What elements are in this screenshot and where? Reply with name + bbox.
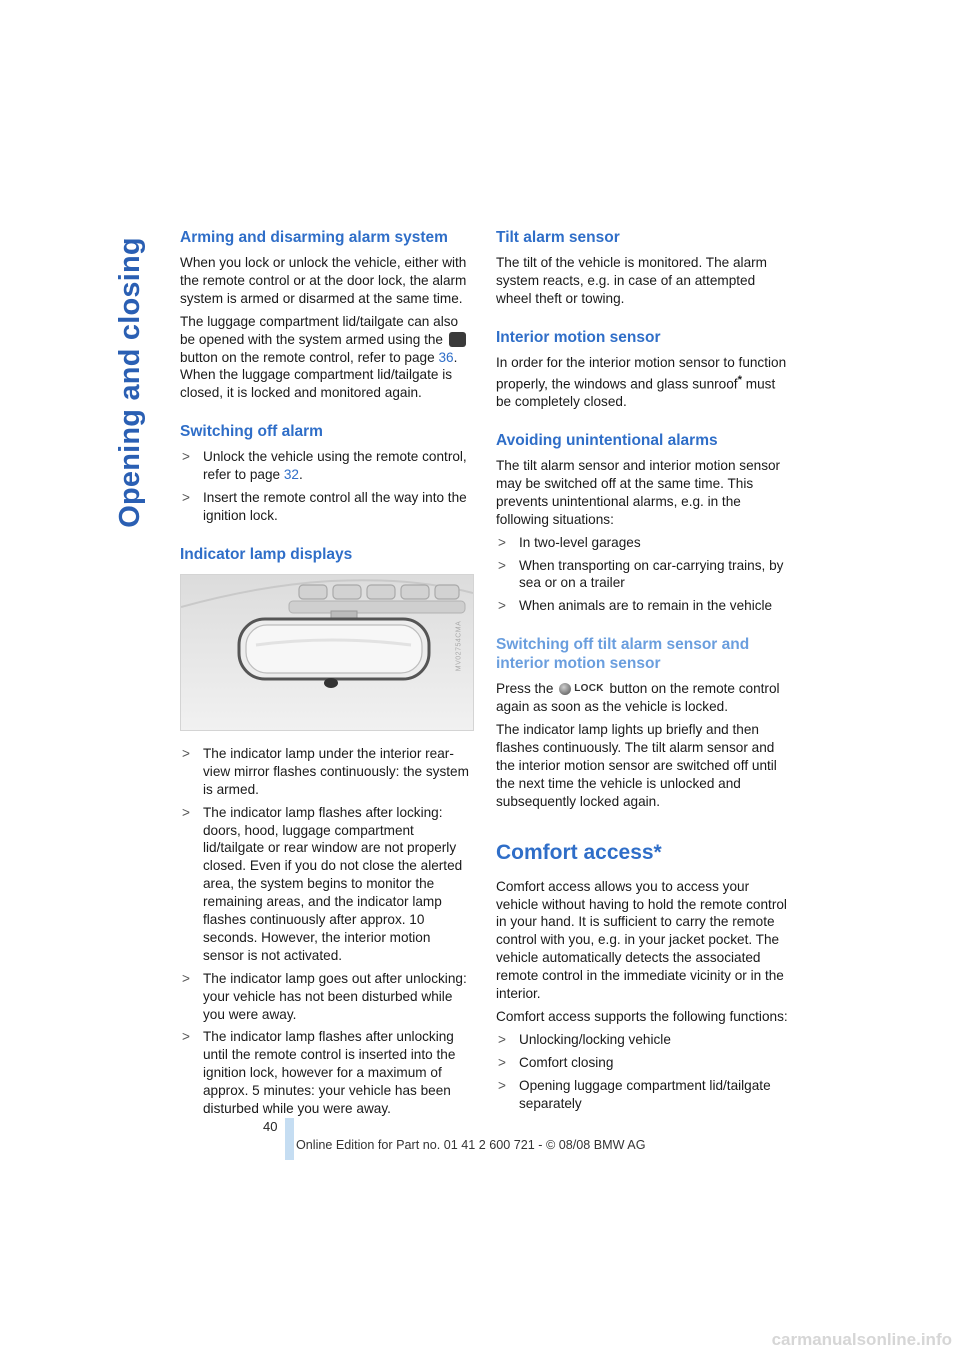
paragraph-comfort-2: Comfort access supports the following functions: bbox=[496, 1008, 788, 1024]
list-item: > When animals are to remain in the vehicle bbox=[496, 597, 790, 615]
list-item: > The indicator lamp under the interior rear-view mirror flashes continuously: the system is armed. bbox=[180, 745, 474, 799]
list-item: > Insert the remote control all the way into the ignition lock. bbox=[180, 489, 474, 525]
list-item: > Unlock the vehicle using the remote control, refer to page 32. bbox=[180, 448, 474, 484]
list-item: > The indicator lamp flashes after locking: doors, hood, luggage compartment lid/tailgate or rear window are not properly closed. Even if you do not close the alerted area, the system begins to monitor the remaining areas, and the indicator lamp flashes continuously after approx. 10 seconds. However, the interior motion sensor is not activated. bbox=[180, 804, 474, 965]
optional-equipment-star: * bbox=[737, 373, 742, 386]
paragraph-arming-2: The luggage compartment lid/tailgate can also be opened with the system armed using the button on the remote control, refer to page 36. When the luggage compartment lid/tailgate is closed, it is locked and monitored again. bbox=[180, 313, 474, 403]
heading-interior-motion: Interior motion sensor bbox=[496, 328, 661, 346]
tailgate-button-icon bbox=[449, 332, 466, 347]
rear-view-mirror-figure bbox=[180, 574, 474, 731]
paragraph-comfort-1: Comfort access allows you to access your vehicle without having to hold the remote control in your hand. It is sufficient to carry the remote control with you, e.g. in your jacket pocket. The vehicle automatically detects the associated remote control in the immediate vicinity or in the interior. bbox=[496, 878, 787, 1002]
list-item: > The indicator lamp goes out after unlocking: your vehicle has not been disturbed while you were away. bbox=[180, 970, 474, 1024]
heading-avoiding-alarms: Avoiding unintentional alarms bbox=[496, 431, 718, 449]
heading-tilt-alarm: Tilt alarm sensor bbox=[496, 229, 620, 246]
heading-comfort-access: Comfort access* bbox=[496, 840, 662, 864]
list-item: > When transporting on car-carrying trains, by sea or on a trailer bbox=[496, 557, 790, 593]
figure-code: MV02754CMA bbox=[455, 620, 463, 672]
paragraph-tilt: The tilt of the vehicle is monitored. The alarm system reacts, e.g. in case of an attempted wheel theft or towing. bbox=[496, 255, 767, 306]
edition-note: Online Edition for Part no. 01 41 2 600 721 - © 08/08 BMW AG bbox=[296, 1138, 646, 1152]
list-item: > In two-level garages bbox=[496, 534, 790, 552]
heading-arming-alarm: Arming and disarming alarm system bbox=[180, 229, 448, 246]
paragraph-avoiding: The tilt alarm sensor and interior motion sensor may be switched off at the same time. This prevents unintentional alarms, e.g. in the following situations: bbox=[496, 457, 781, 527]
footer-bar bbox=[285, 1118, 294, 1160]
left-column bbox=[180, 228, 474, 1123]
page-link-32[interactable]: 32 bbox=[283, 467, 299, 483]
right-column bbox=[496, 228, 790, 1117]
list-item: > Comfort closing bbox=[496, 1054, 790, 1072]
paragraph-indicator-flashes: The indicator lamp lights up briefly and then flashes continuously. The tilt alarm sensor and the interior motion sensor are switched off until the next time the vehicle is unlocked and subsequently locked again. bbox=[496, 722, 777, 809]
lock-button-icon: LOCK bbox=[559, 680, 604, 698]
section-side-title: Opening and closing bbox=[113, 236, 146, 528]
heading-switching-off-sensors: Switching off tilt alarm sensor and interior motion sensor bbox=[496, 636, 750, 673]
rear-view-mirror-illustration bbox=[181, 575, 473, 730]
list-item: > Opening luggage compartment lid/tailgate separately bbox=[496, 1077, 790, 1113]
avoiding-list bbox=[496, 534, 790, 616]
paragraph-press-lock: Press the LOCK button on the remote control again as soon as the vehicle is locked. bbox=[496, 681, 780, 715]
list-item: > Unlocking/locking vehicle bbox=[496, 1031, 790, 1049]
watermark: carmanualsonline.info bbox=[771, 1330, 952, 1349]
heading-switching-off-alarm: Switching off alarm bbox=[180, 423, 323, 441]
heading-indicator-lamp: Indicator lamp displays bbox=[180, 545, 353, 563]
list-item: > The indicator lamp flashes after unlocking until the remote control is inserted into the ignition lock, however for a maximum of approx. 5 minutes: your vehicle has been disturbed while you were away. bbox=[180, 1028, 474, 1118]
comfort-list bbox=[496, 1031, 790, 1113]
switching-off-list bbox=[180, 448, 474, 525]
paragraph-interior: In order for the interior motion sensor to function properly, the windows and glass sunroof* must be completely closed. bbox=[496, 354, 787, 410]
page-number: 40 bbox=[263, 1119, 278, 1134]
indicator-list bbox=[180, 745, 474, 1118]
page-link-36[interactable]: 36 bbox=[438, 349, 454, 365]
paragraph-arming-1: When you lock or unlock the vehicle, either with the remote control or at the door lock, the alarm system is armed or disarmed at the same time. bbox=[180, 255, 467, 306]
